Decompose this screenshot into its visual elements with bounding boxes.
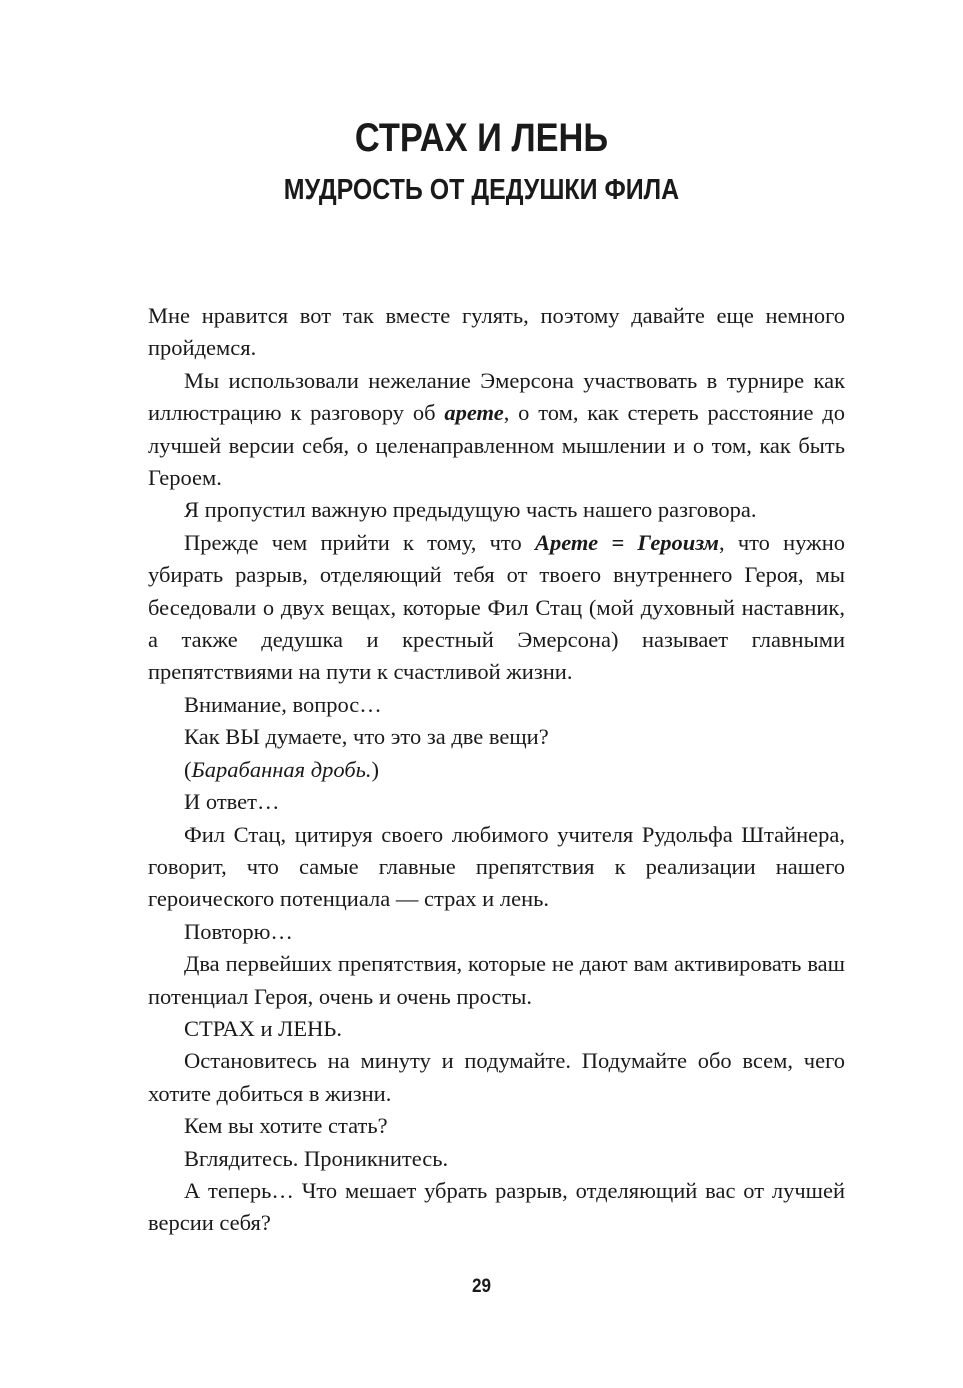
paragraph: Повторю… (184, 918, 293, 944)
paragraph: Кем вы хотите стать? (184, 1113, 388, 1139)
paragraph: И ответ… (184, 789, 280, 815)
paragraph: А теперь… Что мешает убрать разрыв, отделяющий вас от лучшей версии себя? (148, 1177, 845, 1236)
paragraph (148, 754, 845, 786)
paragraph: Фил Стац, цитируя своего любимого учителя Рудольфа Штайнера, говорит, что самые главные препятствия к реализации нашего героического потенциала — страх и лень. (148, 821, 845, 912)
emphasis: Арете = Героизм (534, 529, 719, 555)
text-run: ( (184, 756, 192, 782)
paragraph: Как ВЫ думаете, что это за две вещи? (184, 724, 549, 750)
emphasis: Барабанная дробь. (191, 756, 372, 782)
emphasis: арете (444, 400, 504, 426)
paragraph: Два первейших препятствия, которые не дают вам активировать ваш потенциал Героя, очень и очень просты. (148, 951, 845, 1009)
paragraph (148, 365, 845, 495)
text-run: , о том, как стереть расстояние до лучшей версии себя, о целенаправленном мышлении и о том, как быть Героем. (148, 400, 845, 491)
chapter-subtitle: МУДРОСТЬ ОТ ДЕДУШКИ ФИЛА (283, 174, 680, 206)
text-run: ) (371, 756, 380, 782)
paragraph: СТРАХ и ЛЕНЬ. (184, 1015, 342, 1041)
text-run: Мы использовали нежелание Эмерсона участвовать в турнире как иллюстрацию к разговору об (148, 367, 845, 426)
paragraph: Я пропустил важную предыдущую часть нашего разговора. (184, 497, 757, 523)
text-run: , что нужно убирать разрыв, отделяющий тебя от твоего внутреннего Героя, мы беседовали о двух вещах, которые Фил Стац (мой духовный наставник, а также дедушка и крестный Эмерсона) называет главными препятствиями на пути к счастливой жизни. (148, 529, 845, 685)
text-run: Прежде чем прийти к тому, что (184, 529, 535, 555)
paragraph: Вглядитесь. Проникнитесь. (184, 1145, 449, 1171)
paragraph: Внимание, вопрос… (184, 691, 382, 717)
body-text (148, 300, 845, 1240)
paragraph (148, 527, 845, 689)
paragraph: Остановитесь на минуту и подумайте. Подумайте обо всем, чего хотите добиться в жизни. (148, 1048, 845, 1106)
chapter-title: СТРАХ И ЛЕНЬ (354, 116, 609, 160)
paragraph: Мне нравится вот так вместе гулять, поэтому давайте еще немного пройдемся. (148, 303, 845, 361)
page-number: 29 (471, 1276, 492, 1297)
